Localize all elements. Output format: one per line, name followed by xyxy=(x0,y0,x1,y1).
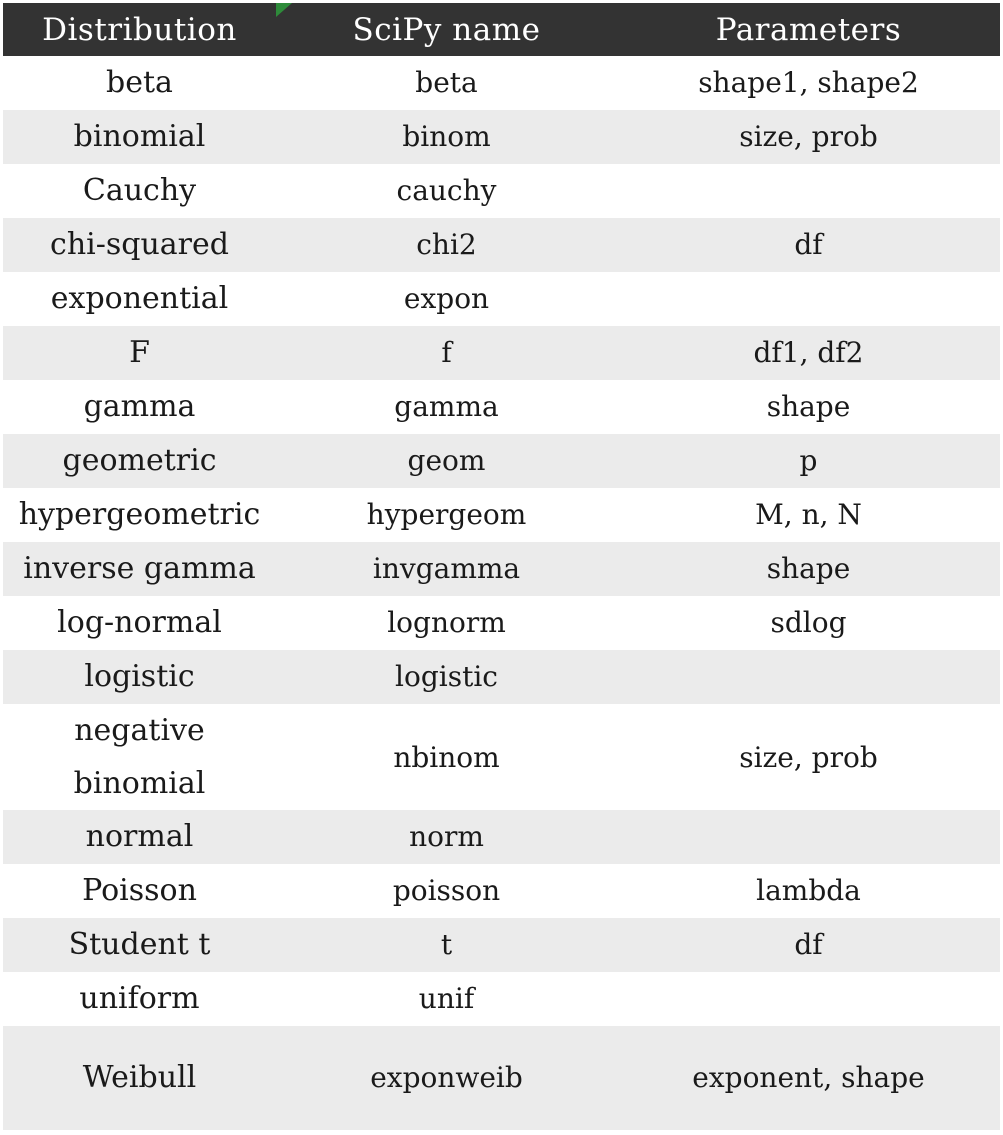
cell-parameters: shape xyxy=(617,542,1000,596)
cell-scipy-name: beta xyxy=(276,56,617,110)
cell-distribution: Poisson xyxy=(3,864,276,918)
table-row xyxy=(3,326,1000,380)
cell-distribution: beta xyxy=(3,56,276,110)
cell-scipy-name: nbinom xyxy=(276,704,617,810)
cell-parameters: lambda xyxy=(617,864,1000,918)
table-row xyxy=(3,164,1000,218)
cell-distribution: negative binomial xyxy=(3,704,276,810)
cell-parameters: M, n, N xyxy=(617,488,1000,542)
distribution-table xyxy=(3,3,1000,1130)
table-row xyxy=(3,650,1000,704)
cell-scipy-name: lognorm xyxy=(276,596,617,650)
table-row xyxy=(3,434,1000,488)
cell-scipy-name: expon xyxy=(276,272,617,326)
table-row xyxy=(3,218,1000,272)
table-row xyxy=(3,972,1000,1026)
table-row xyxy=(3,56,1000,110)
cell-distribution: chi-squared xyxy=(3,218,276,272)
cell-distribution: Student t xyxy=(3,918,276,972)
cell-distribution: Cauchy xyxy=(3,164,276,218)
table-row xyxy=(3,542,1000,596)
table-row xyxy=(3,272,1000,326)
table-row xyxy=(3,864,1000,918)
cell-distribution: normal xyxy=(3,810,276,864)
cell-scipy-name: exponweib xyxy=(276,1026,617,1130)
cell-scipy-name: cauchy xyxy=(276,164,617,218)
table-body xyxy=(3,56,1000,1130)
cell-parameters xyxy=(617,650,1000,704)
distribution-table-container xyxy=(3,3,1000,1130)
header-scipy-name: SciPy name xyxy=(276,3,617,56)
cell-parameters: df xyxy=(617,218,1000,272)
table-row xyxy=(3,488,1000,542)
cell-parameters xyxy=(617,810,1000,864)
cell-scipy-name: t xyxy=(276,918,617,972)
corner-accent-marker xyxy=(276,3,292,17)
cell-parameters xyxy=(617,972,1000,1026)
cell-distribution: F xyxy=(3,326,276,380)
header-parameters: Parameters xyxy=(617,3,1000,56)
cell-scipy-name: gamma xyxy=(276,380,617,434)
table-row xyxy=(3,380,1000,434)
cell-scipy-name: binom xyxy=(276,110,617,164)
cell-distribution: logistic xyxy=(3,650,276,704)
cell-scipy-name: unif xyxy=(276,972,617,1026)
cell-parameters: shape1, shape2 xyxy=(617,56,1000,110)
cell-parameters: df1, df2 xyxy=(617,326,1000,380)
cell-distribution: binomial xyxy=(3,110,276,164)
cell-distribution: hypergeometric xyxy=(3,488,276,542)
cell-distribution: inverse gamma xyxy=(3,542,276,596)
table-row xyxy=(3,110,1000,164)
cell-distribution: exponential xyxy=(3,272,276,326)
cell-scipy-name: poisson xyxy=(276,864,617,918)
cell-scipy-name: logistic xyxy=(276,650,617,704)
cell-scipy-name: f xyxy=(276,326,617,380)
table-row xyxy=(3,596,1000,650)
cell-scipy-name: norm xyxy=(276,810,617,864)
cell-parameters: size, prob xyxy=(617,110,1000,164)
cell-parameters xyxy=(617,164,1000,218)
cell-distribution: uniform xyxy=(3,972,276,1026)
cell-distribution: log-normal xyxy=(3,596,276,650)
cell-scipy-name: chi2 xyxy=(276,218,617,272)
cell-parameters: size, prob xyxy=(617,704,1000,810)
cell-scipy-name: hypergeom xyxy=(276,488,617,542)
cell-distribution: Weibull xyxy=(3,1026,276,1130)
cell-parameters: sdlog xyxy=(617,596,1000,650)
cell-parameters: p xyxy=(617,434,1000,488)
cell-parameters: df xyxy=(617,918,1000,972)
table-row xyxy=(3,918,1000,972)
header-row xyxy=(3,3,1000,56)
cell-scipy-name: invgamma xyxy=(276,542,617,596)
table-row xyxy=(3,810,1000,864)
table-row xyxy=(3,704,1000,810)
cell-parameters xyxy=(617,272,1000,326)
cell-distribution: gamma xyxy=(3,380,276,434)
cell-parameters: shape xyxy=(617,380,1000,434)
table-row xyxy=(3,1026,1000,1130)
cell-distribution: geometric xyxy=(3,434,276,488)
cell-scipy-name: geom xyxy=(276,434,617,488)
header-distribution: Distribution xyxy=(3,3,276,56)
cell-parameters: exponent, shape xyxy=(617,1026,1000,1130)
